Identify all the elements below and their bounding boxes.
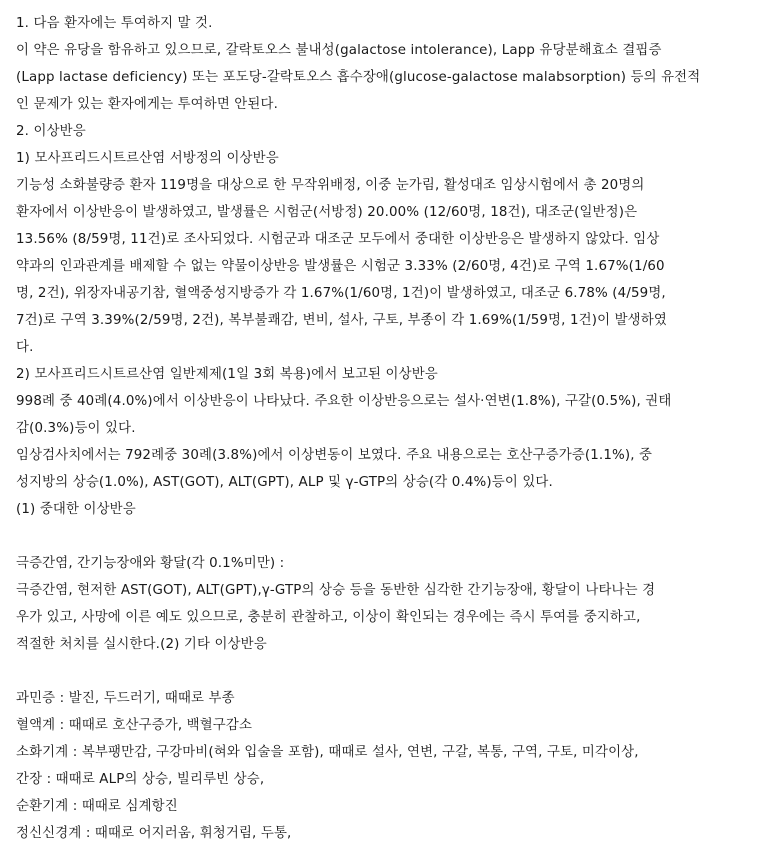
blank-line — [16, 658, 756, 685]
blank-line — [16, 523, 756, 550]
text-line: 이 약은 유당을 함유하고 있으므로, 갈락토오스 불내성(galactose intolerance), Lapp 유당분해효소 결핍증 — [16, 43, 662, 58]
text-line: 간장 : 때때로 ALP의 상승, 빌리루빈 상승, — [16, 772, 265, 787]
text-line: 임상검사치에서는 792례중 30례(3.8%)에서 이상변동이 보였다. 주요 내용으로는 호산구증가증(1.1%), 중 — [16, 448, 653, 463]
text-line: 소화기계 : 복부팽만감, 구강마비(혀와 입술을 포함), 때때로 설사, 연변, 구갈, 복통, 구역, 구토, 미각이상, — [16, 745, 639, 760]
text-line: 2) 모사프리드시트르산염 일반제제(1일 3회 복용)에서 보고된 이상반응 — [16, 367, 438, 382]
text-line: 7건)로 구역 3.39%(2/59명, 2건), 복부불쾌감, 변비, 설사, 구토, 부종이 각 1.69%(1/59명, 1건)이 발생하였 — [16, 313, 667, 328]
text-line: 1. 다음 환자에는 투여하지 말 것. — [16, 16, 213, 31]
text-line: 혈액계 : 때때로 호산구증가, 백혈구감소 — [16, 718, 253, 733]
text-line: (Lapp lactase deficiency) 또는 포도당-갈락토오스 흡수장애(glucose-galactose malabsorption) 등의 유전적 — [16, 70, 701, 85]
text-line: 998례 중 40례(4.0%)에서 이상반응이 나타났다. 주요한 이상반응으로는 설사·연변(1.8%), 구갈(0.5%), 권태 — [16, 394, 672, 409]
text-line: 기능성 소화불량증 환자 119명을 대상으로 한 무작위배정, 이중 눈가림, 활성대조 임상시험에서 총 20명의 — [16, 178, 645, 193]
text-line: 1) 모사프리드시트르산염 서방정의 이상반응 — [16, 151, 279, 166]
text-line: 우가 있고, 사망에 이른 예도 있으므로, 충분히 관찰하고, 이상이 확인되는 경우에는 즉시 투여를 중지하고, — [16, 610, 641, 625]
text-line: 환자에서 이상반응이 발생하였고, 발생률은 시험군(서방정) 20.00% (12/60명, 18건), 대조군(일반정)은 — [16, 205, 638, 220]
text-line: (1) 중대한 이상반응 — [16, 502, 136, 517]
text-line: 명, 2건), 위장자내공기참, 혈액중성지방증가 각 1.67%(1/60명, 1건)이 발생하였고, 대조군 6.78% (4/59명, — [16, 286, 666, 301]
text-line: 다. — [16, 340, 34, 355]
text-line: 과민증 : 발진, 두드러기, 때때로 부종 — [16, 691, 235, 706]
text-line: 13.56% (8/59명, 11건)로 조사되었다. 시험군과 대조군 모두에서 중대한 이상반응은 발생하지 않았다. 임상 — [16, 232, 660, 247]
text-line: 약과의 인과관계를 배제할 수 없는 약물이상반응 발생률은 시험군 3.33% (2/60명, 4건)로 구역 1.67%(1/60 — [16, 259, 665, 274]
text-line: 극증간염, 현저한 AST(GOT), ALT(GPT),γ-GTP의 상승 등을 동반한 심각한 간기능장애, 황달이 나타나는 경 — [16, 583, 656, 598]
text-line: 2. 이상반응 — [16, 124, 86, 139]
text-line: 정신신경계 : 때때로 어지러움, 휘청거림, 두통, — [16, 826, 292, 841]
text-line: 적절한 처치를 실시한다.(2) 기타 이상반응 — [16, 637, 267, 652]
text-line: 극증간염, 간기능장애와 황달(각 0.1%미만) : — [16, 556, 285, 571]
text-line: 순환기계 : 때때로 심계항진 — [16, 799, 178, 814]
text-line: 감(0.3%)등이 있다. — [16, 421, 136, 436]
text-line: 성지방의 상승(1.0%), AST(GOT), ALT(GPT), ALP 및 γ-GTP의 상승(각 0.4%)등이 있다. — [16, 475, 553, 490]
text-line: 인 문제가 있는 환자에게는 투여하면 안된다. — [16, 97, 278, 112]
document-body — [16, 10, 756, 847]
